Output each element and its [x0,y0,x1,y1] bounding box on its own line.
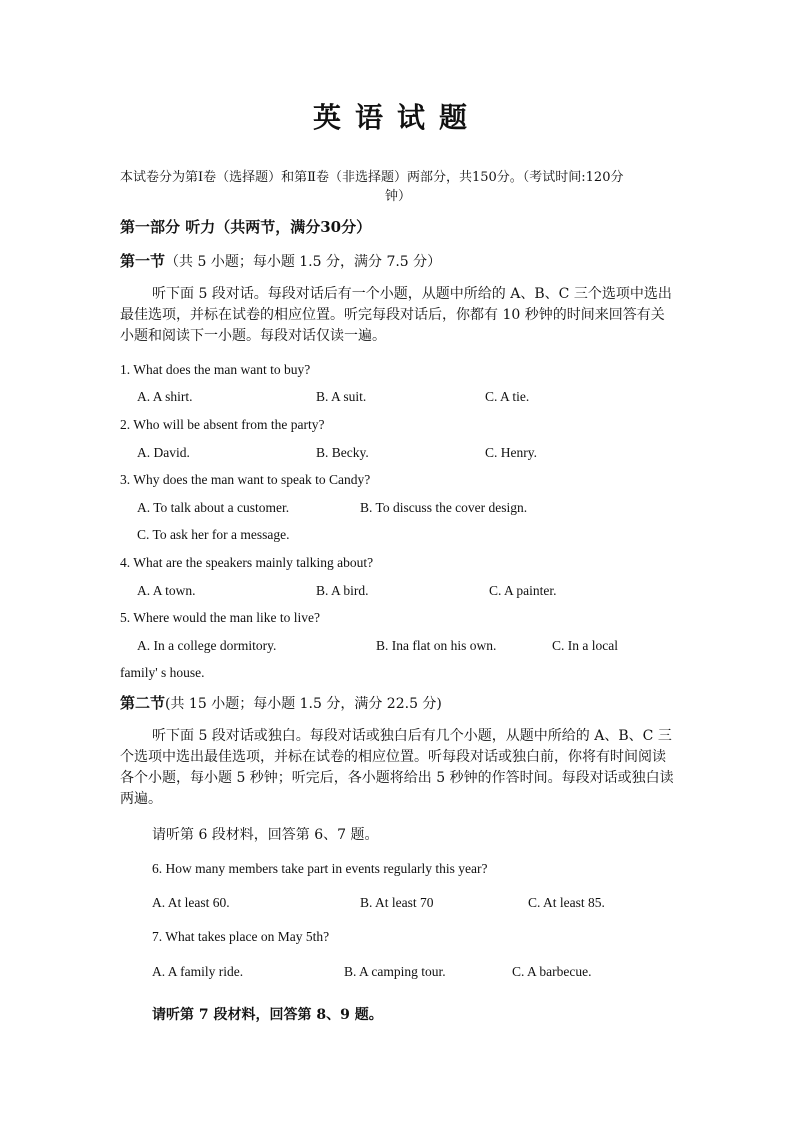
question-2-option-c: C. Henry. [485,445,537,460]
question-5-option-c-continued: family' s house. [120,665,205,680]
part1-heading: 第一部分 听力（共两节，满分30分） [120,218,372,236]
question-1-option-b: B. A suit. [316,389,367,404]
question-3-option-a: A. To talk about a customer. [137,500,290,515]
question-6-option-a: A. At least 60. [152,895,230,910]
question-7-option-c: C. A barbecue. [512,964,592,979]
question-4-option-c: C. A painter. [489,583,557,598]
question-1: 1. What does the man want to buy? [120,362,311,377]
intro-line-1: 本试卷分为第Ⅰ卷（选择题）和第Ⅱ卷（非选择题）两部分，共150分。（考试时间:120分 [120,170,624,185]
section1-heading-detail: （共 5 小题；每小题 1.5 分，满分 7.5 分） [165,254,442,270]
question-4: 4. What are the speakers mainly talking about? [120,555,374,570]
material-6-prompt: 请听第 6 段材料，回答第 6、7 题。 [152,827,379,843]
material-7-prompt: 请听第 7 段材料，回答第 8、9 题。 [152,1007,383,1023]
section1-heading-label: 第一节 [120,252,166,270]
question-7-option-a: A. A family ride. [152,964,244,979]
question-6-option-c: C. At least 85. [528,895,605,910]
question-7-option-b: B. A camping tour. [344,964,446,979]
page-title: 英语试题 [312,101,481,134]
question-6-option-b: B. At least 70 [360,895,434,910]
section2-heading-detail: (共 15 小题；每小题 1.5 分，满分 22.5 分) [165,696,442,712]
intro-line-2: 钟） [384,189,411,204]
question-1-option-a: A. A shirt. [137,389,193,404]
question-1-option-c: C. A tie. [485,389,530,404]
section2-heading [120,692,442,713]
section1-instructions: 听下面 5 段对话。每段对话后有一个小题，从题中所给的 A、B、C 三个选项中选出最佳选项，并标在试卷的相应位置。听完每段对话后，你都有 10 秒钟的时间来回答有关小题和阅读下一小题。每段对话仅读一遍。 [120,286,672,344]
question-2: 2. Who will be absent from the party? [120,417,325,432]
question-3: 3. Why does the man want to speak to Candy? [120,472,371,487]
question-2-option-a: A. David. [137,445,190,460]
exam-intro [120,168,676,206]
section1-heading [120,250,441,271]
question-7: 7. What takes place on May 5th? [152,929,330,944]
question-2-option-b: B. Becky. [316,445,369,460]
question-5-option-a: A. In a college dormitory. [137,638,277,653]
question-3-option-b: B. To discuss the cover design. [360,500,528,515]
section2-heading-label: 第二节 [120,694,166,712]
question-5: 5. Where would the man like to live? [120,610,320,625]
question-6: 6. How many members take part in events regularly this year? [152,861,488,876]
question-4-option-a: A. A town. [137,583,196,598]
question-3-option-c: C. To ask her for a message. [137,527,290,542]
question-5-option-b: B. Ina flat on his own. [376,638,497,653]
question-4-option-b: B. A bird. [316,583,369,598]
question-5-option-c: C. In a local [552,638,618,653]
section2-instructions: 听下面 5 段对话或独白。每段对话或独白后有几个小题，从题中所给的 A、B、C 三个选项中选出最佳选项，并标在试卷的相应位置。听每段对话或独白前，你将有时间阅读各个小题，每小题 5 秒钟；听完后，各小题将给出 5 秒钟的作答时间。每段对话或独白读两遍。 [120,728,674,807]
